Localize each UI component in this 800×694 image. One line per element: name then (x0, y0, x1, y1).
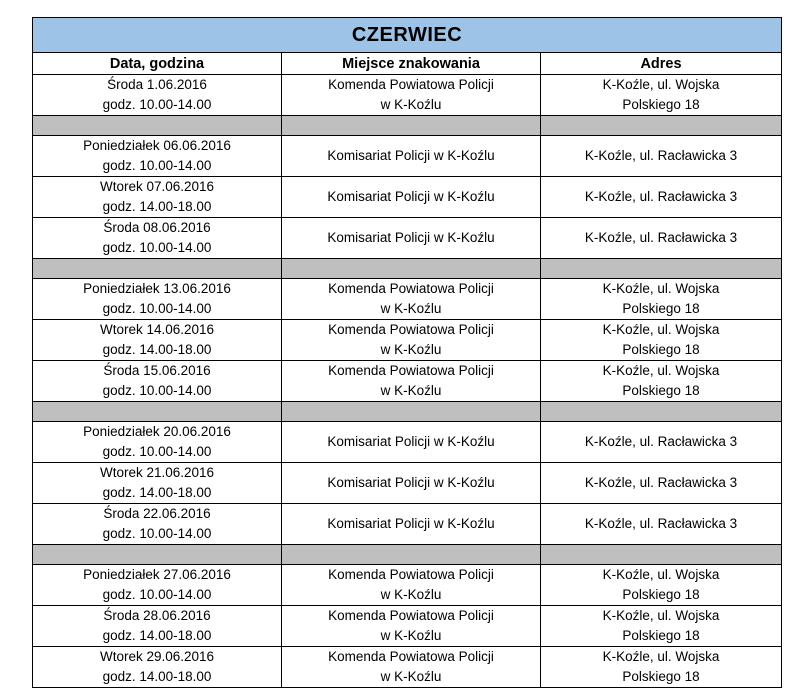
place-line: w K-Koźlu (380, 342, 442, 357)
separator-cell (282, 116, 541, 136)
date-cell (33, 136, 282, 177)
address-cell (541, 361, 782, 402)
separator-row (33, 259, 782, 279)
date-text: Wtorek 14.06.2016 (99, 322, 215, 337)
table-row (33, 647, 782, 688)
place-cell (282, 177, 541, 218)
place-line: w K-Koźlu (380, 301, 442, 316)
header-place: Miejsce znakowania (282, 53, 541, 75)
address-line: K-Koźle, ul. Wojska (602, 567, 720, 582)
time-text: godz. 10.00-14.00 (102, 383, 212, 398)
date-cell (33, 422, 282, 463)
address-line: K-Koźle, ul. Wojska (602, 649, 720, 664)
date-cell (33, 320, 282, 361)
address-cell (541, 75, 782, 116)
place-cell (282, 504, 541, 545)
time-text: godz. 10.00-14.00 (102, 587, 212, 602)
address-cell (541, 136, 782, 177)
place-line: Komisariat Policji w K-Koźlu (327, 434, 495, 449)
address-line: Polskiego 18 (622, 301, 700, 316)
address-cell (541, 504, 782, 545)
place-line: w K-Koźlu (380, 669, 442, 684)
place-cell (282, 279, 541, 320)
header-row (33, 53, 782, 75)
address-cell (541, 320, 782, 361)
date-text: Środa 1.06.2016 (107, 77, 207, 92)
table-row (33, 75, 782, 116)
separator-cell (541, 402, 782, 422)
time-text: godz. 10.00-14.00 (102, 526, 212, 541)
table-row (33, 136, 782, 177)
place-line: Komenda Powiatowa Policji (328, 77, 494, 92)
place-line: Komisariat Policji w K-Koźlu (327, 516, 495, 531)
date-text: Wtorek 07.06.2016 (99, 179, 215, 194)
date-text: Środa 15.06.2016 (103, 363, 211, 378)
date-cell (33, 361, 282, 402)
place-line: Komenda Powiatowa Policji (328, 608, 494, 623)
address-line: Polskiego 18 (622, 669, 700, 684)
place-line: Komenda Powiatowa Policji (328, 649, 494, 664)
separator-cell (33, 116, 282, 136)
date-cell (33, 647, 282, 688)
table-row (33, 218, 782, 259)
separator-cell (282, 259, 541, 279)
place-line: w K-Koźlu (380, 97, 442, 112)
time-text: godz. 10.00-14.00 (102, 240, 212, 255)
separator-cell (33, 259, 282, 279)
table-row (33, 422, 782, 463)
place-cell (282, 606, 541, 647)
place-line: w K-Koźlu (380, 383, 442, 398)
header-date: Data, godzina (33, 53, 282, 75)
address-cell (541, 463, 782, 504)
address-cell (541, 565, 782, 606)
separator-row (33, 545, 782, 565)
date-text: Środa 28.06.2016 (103, 608, 211, 623)
place-cell (282, 647, 541, 688)
time-text: godz. 14.00-18.00 (102, 669, 212, 684)
address-line: K-Koźle, ul. Racławicka 3 (584, 148, 738, 163)
place-cell (282, 75, 541, 116)
separator-cell (541, 259, 782, 279)
separator-cell (541, 116, 782, 136)
separator-cell (282, 402, 541, 422)
place-cell (282, 463, 541, 504)
address-line: K-Koźle, ul. Wojska (602, 77, 720, 92)
place-cell (282, 565, 541, 606)
separator-cell (282, 545, 541, 565)
address-cell (541, 422, 782, 463)
date-cell (33, 75, 282, 116)
date-text: Poniedziałek 06.06.2016 (83, 138, 231, 153)
place-cell (282, 320, 541, 361)
separator-row (33, 116, 782, 136)
table-row (33, 177, 782, 218)
place-line: Komenda Powiatowa Policji (328, 281, 494, 296)
separator-row (33, 402, 782, 422)
separator-cell (33, 545, 282, 565)
date-text: Środa 08.06.2016 (103, 220, 211, 235)
time-text: godz. 14.00-18.00 (102, 342, 212, 357)
schedule-body (33, 75, 782, 688)
date-cell (33, 504, 282, 545)
address-line: K-Koźle, ul. Racławicka 3 (584, 189, 738, 204)
table-row (33, 565, 782, 606)
place-line: Komenda Powiatowa Policji (328, 322, 494, 337)
place-line: Komenda Powiatowa Policji (328, 363, 494, 378)
date-text: Poniedziałek 13.06.2016 (83, 281, 231, 296)
address-line: K-Koźle, ul. Racławicka 3 (584, 230, 738, 245)
place-cell (282, 361, 541, 402)
time-text: godz. 10.00-14.00 (102, 158, 212, 173)
time-text: godz. 14.00-18.00 (102, 485, 212, 500)
date-cell (33, 463, 282, 504)
header-address: Adres (541, 53, 782, 75)
date-cell (33, 279, 282, 320)
address-line: Polskiego 18 (622, 383, 700, 398)
place-line: Komisariat Policji w K-Koźlu (327, 189, 495, 204)
address-line: K-Koźle, ul. Racławicka 3 (584, 434, 738, 449)
address-line: Polskiego 18 (622, 587, 700, 602)
address-line: Polskiego 18 (622, 628, 700, 643)
date-text: Wtorek 21.06.2016 (99, 465, 215, 480)
schedule-container (32, 17, 781, 688)
time-text: godz. 10.00-14.00 (102, 444, 212, 459)
schedule-table (32, 17, 782, 688)
address-line: K-Koźle, ul. Wojska (602, 322, 720, 337)
address-line: K-Koźle, ul. Wojska (602, 608, 720, 623)
table-row (33, 606, 782, 647)
table-row (33, 320, 782, 361)
place-cell (282, 136, 541, 177)
place-line: w K-Koźlu (380, 587, 442, 602)
place-line: Komisariat Policji w K-Koźlu (327, 230, 495, 245)
table-row (33, 279, 782, 320)
place-line: Komisariat Policji w K-Koźlu (327, 148, 495, 163)
date-cell (33, 565, 282, 606)
address-line: K-Koźle, ul. Racławicka 3 (584, 516, 738, 531)
address-line: K-Koźle, ul. Racławicka 3 (584, 475, 738, 490)
time-text: godz. 14.00-18.00 (102, 199, 212, 214)
table-row (33, 504, 782, 545)
separator-cell (541, 545, 782, 565)
date-cell (33, 218, 282, 259)
table-row (33, 361, 782, 402)
address-line: K-Koźle, ul. Wojska (602, 281, 720, 296)
place-line: w K-Koźlu (380, 628, 442, 643)
date-cell (33, 606, 282, 647)
date-text: Poniedziałek 27.06.2016 (83, 567, 231, 582)
address-cell (541, 606, 782, 647)
address-line: Polskiego 18 (622, 97, 700, 112)
address-cell (541, 647, 782, 688)
date-text: Poniedziałek 20.06.2016 (83, 424, 231, 439)
date-text: Wtorek 29.06.2016 (99, 649, 215, 664)
month-title: CZERWIEC (33, 18, 782, 53)
place-cell (282, 218, 541, 259)
time-text: godz. 14.00-18.00 (102, 628, 212, 643)
address-cell (541, 279, 782, 320)
place-line: Komisariat Policji w K-Koźlu (327, 475, 495, 490)
address-line: K-Koźle, ul. Wojska (602, 363, 720, 378)
time-text: godz. 10.00-14.00 (102, 301, 212, 316)
date-text: Środa 22.06.2016 (103, 506, 211, 521)
separator-cell (33, 402, 282, 422)
place-line: Komenda Powiatowa Policji (328, 567, 494, 582)
place-cell (282, 422, 541, 463)
address-line: Polskiego 18 (622, 342, 700, 357)
date-cell (33, 177, 282, 218)
address-cell (541, 218, 782, 259)
address-cell (541, 177, 782, 218)
time-text: godz. 10.00-14.00 (102, 97, 212, 112)
table-row (33, 463, 782, 504)
